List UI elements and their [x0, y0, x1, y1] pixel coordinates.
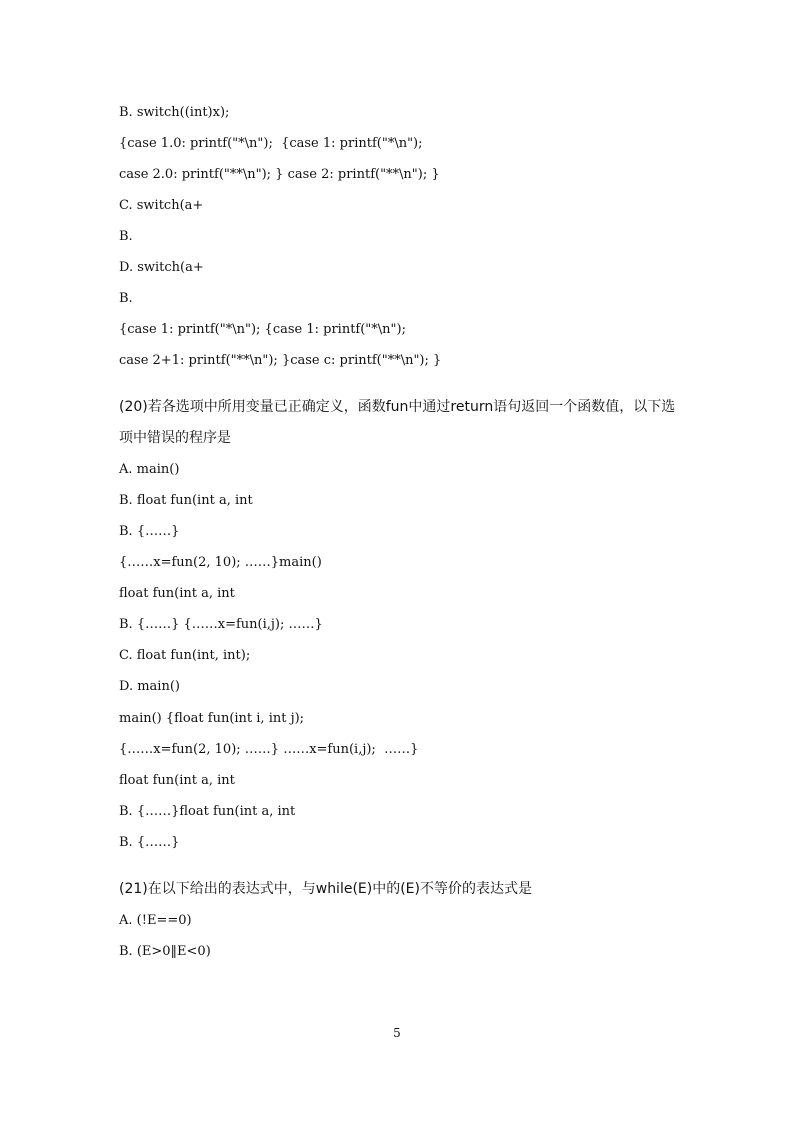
code-line-float-fun: float fun(int a, int — [119, 586, 235, 601]
code-line-fun-call: {……x=fun(2, 10); ……}main() — [119, 555, 322, 570]
code-line-float-fun-b: float fun(int a, int — [119, 773, 235, 788]
code-line-fun-calls: {……x=fun(2, 10); ……} ……x=fun(i,j); ……} — [119, 742, 419, 757]
page-number: 5 — [393, 1026, 401, 1040]
option-b-float-fun-b: B. {……}float fun(int a, int — [119, 804, 296, 819]
option-d-switch: D. switch(a+ — [119, 260, 204, 275]
option-b-float-fun: B. float fun(int a, int — [119, 493, 253, 508]
option-b-braces: B. {……} — [119, 524, 180, 539]
question-20-text-continued: 项中错误的程序是 — [119, 430, 231, 446]
option-b-switch-int: B. switch((int)x); — [119, 105, 230, 120]
option-b-fun-call: B. {……} {……x=fun(i,j); ……} — [119, 617, 323, 632]
option-b-expression: B. (E>0‖E<0) — [119, 944, 211, 959]
code-line-case-2: case 2.0: printf("**\n"); } case 2: printf("**\n"); } — [119, 167, 440, 182]
option-c-switch: C. switch(a+ — [119, 198, 204, 213]
code-line-case-1-b: {case 1: printf("*\n"); {case 1: printf("*\n"); — [119, 322, 406, 337]
code-line-case-1: {case 1.0: printf("*\n"); {case 1: printf("*\n"); — [119, 136, 423, 151]
option-c-float-fun: C. float fun(int, int); — [119, 648, 251, 663]
code-line-case-2-b: case 2+1: printf("**\n"); }case c: printf("**\n"); } — [119, 353, 442, 368]
question-20-text: (20)若各选项中所用变量已正确定义，函数fun中通过return语句返回一个函数值，以下选 — [119, 399, 676, 415]
code-line-main-decl: main() {float fun(int i, int j); — [119, 711, 305, 726]
option-d-main: D. main() — [119, 679, 180, 694]
question-21-text: (21)在以下给出的表达式中，与while(E)中的(E)不等价的表达式是 — [119, 881, 532, 897]
option-b-label: B. — [119, 291, 133, 306]
option-b-label: B. — [119, 229, 133, 244]
option-a-main: A. main() — [119, 462, 180, 477]
option-b-braces-b: B. {……} — [119, 835, 180, 850]
option-a-expression: A. (!E==0) — [119, 913, 192, 928]
